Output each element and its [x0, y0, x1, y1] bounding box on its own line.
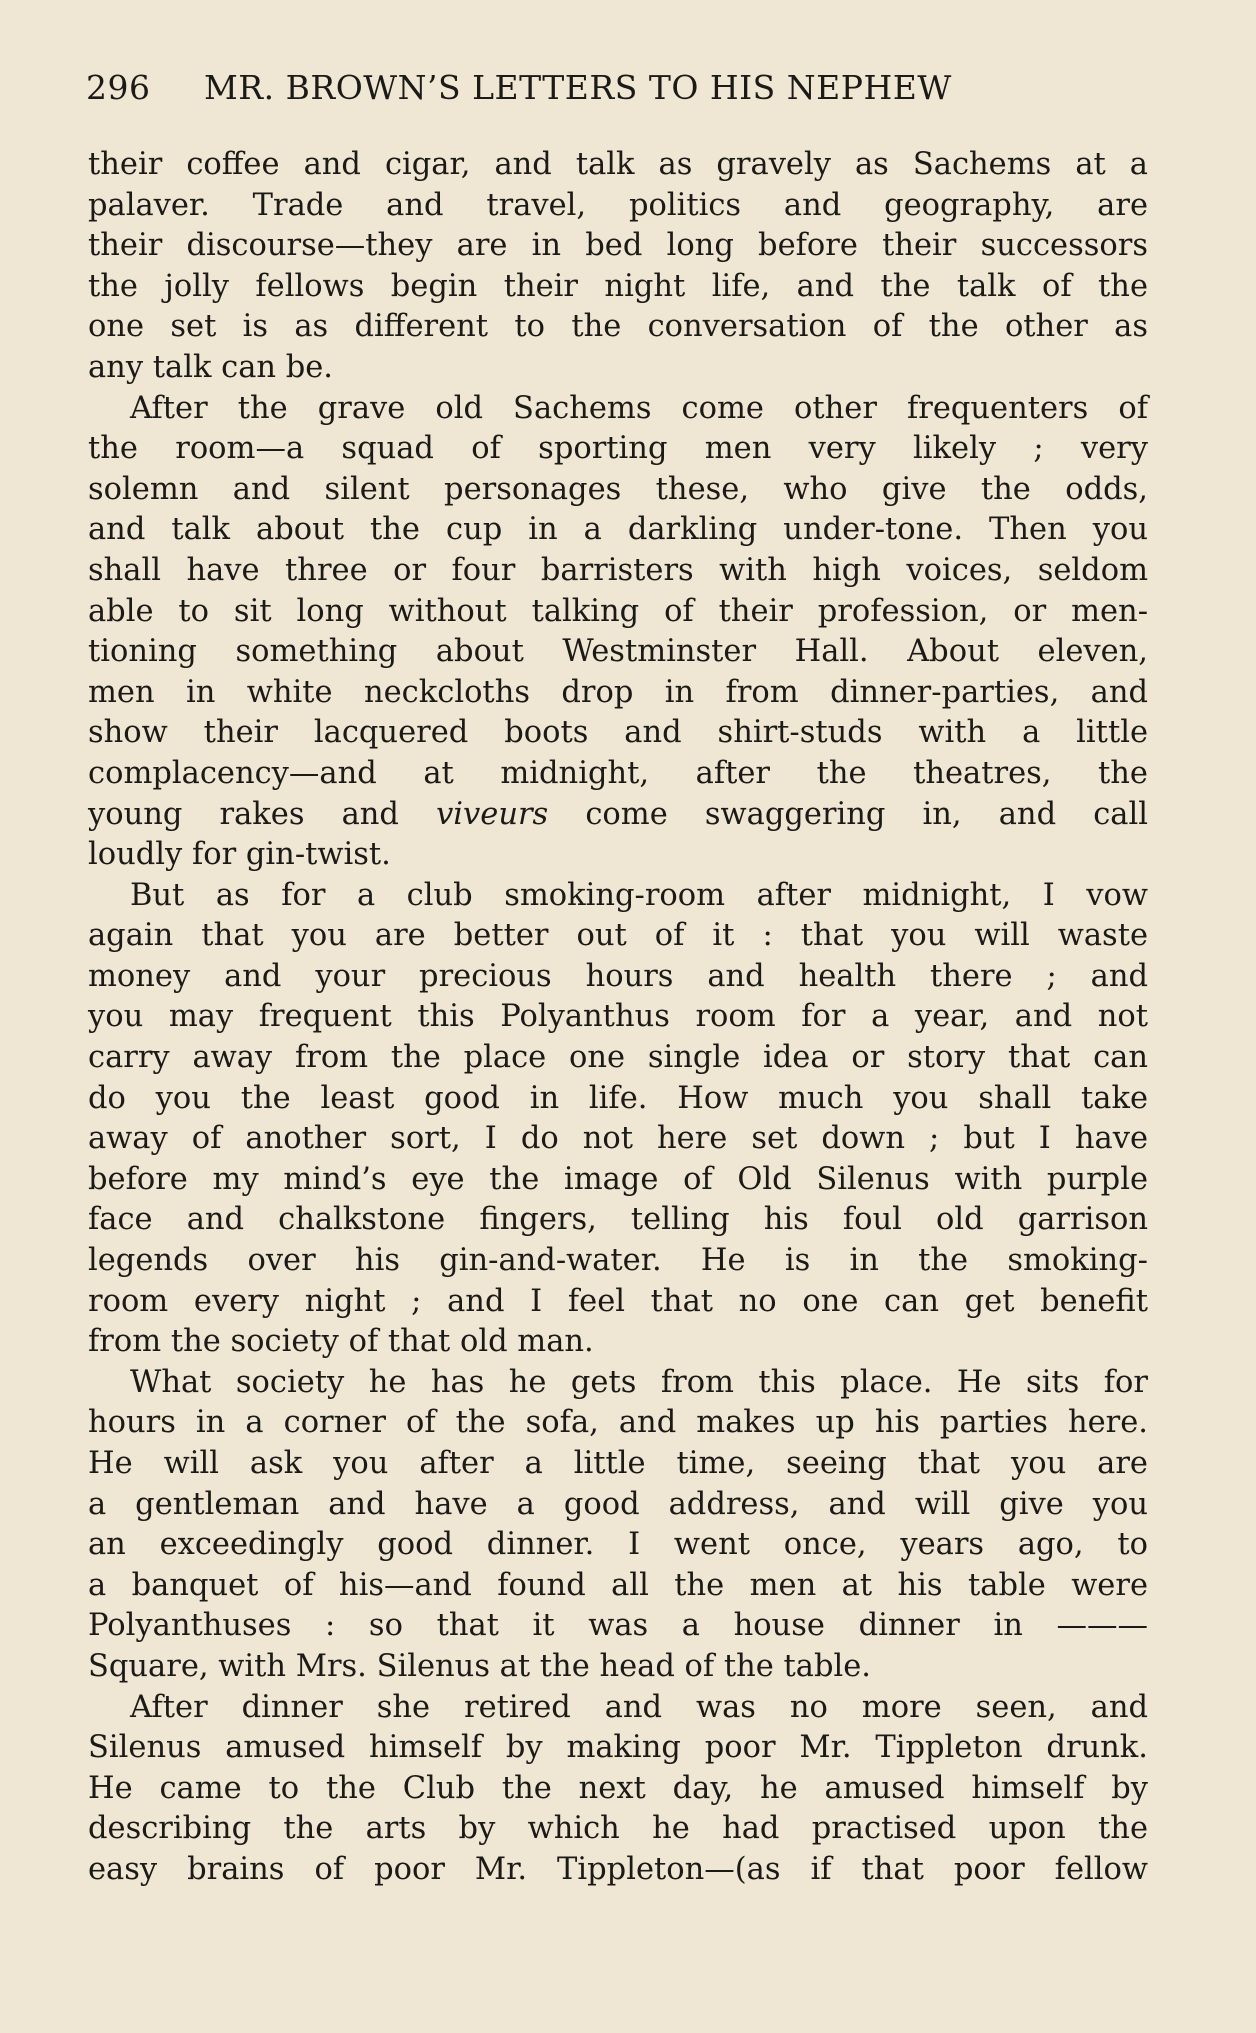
- text-line: tioning something about Westminster Hall. About eleven,: [88, 634, 1148, 670]
- text-line: shall have three or four barristers with high voices, seldom: [88, 552, 1148, 588]
- text-line: complacency—and at midnight, after the theatres, the: [88, 755, 1148, 791]
- text-line: an exceedingly good dinner. I went once, years ago, to: [88, 1527, 1148, 1563]
- text-line: the jolly fellows begin their night life, and the talk of the: [88, 268, 1148, 304]
- text-line: palaver. Trade and travel, politics and geography, are: [88, 187, 1148, 223]
- text-line: their discourse—they are in bed long before their successors: [88, 228, 1148, 264]
- text-line: a banquet of his—and found all the men at his table were: [88, 1567, 1148, 1603]
- text-line: After the grave old Sachems come other frequenters of: [130, 390, 1148, 426]
- text-line: their coffee and cigar, and talk as gravely as Sachems at a: [88, 147, 1148, 182]
- text-line: After dinner she retired and was no more seen, and: [130, 1689, 1148, 1725]
- text-line: room every night ; and I feel that no one can get benefit: [88, 1283, 1148, 1319]
- text-line: solemn and silent personages these, who give the odds,: [88, 471, 1148, 507]
- text-line: a gentleman and have a good address, and will give you: [88, 1486, 1148, 1522]
- text-line: one set is as different to the conversation of the other as: [88, 309, 1148, 345]
- text-line: able to sit long without talking of their profession, or men-: [88, 593, 1148, 629]
- page-number: 296: [86, 68, 151, 107]
- text-line: show their lacquered boots and shirt-studs with a little: [88, 715, 1148, 751]
- text-line: legends over his gin-and-water. He is in the smoking-: [88, 1243, 1148, 1279]
- text-line: before my mind’s eye the image of Old Silenus with purple: [88, 1161, 1148, 1197]
- text-line: from the society of that old man.: [88, 1324, 594, 1360]
- text-line: the room—a squad of sporting men very likely ; very: [88, 431, 1148, 467]
- body-text: [88, 145, 1148, 1891]
- text-line: Polyanthuses : so that it was a house dinner in ———: [88, 1608, 1148, 1644]
- text-line: any talk can be.: [88, 349, 333, 385]
- text-line: loudly for gin-twist.: [88, 837, 391, 873]
- text-line: you may frequent this Polyanthus room for a year, and not: [88, 999, 1148, 1035]
- text-line: away of another sort, I do not here set down ; but I have: [88, 1121, 1148, 1157]
- text-line: describing the arts by which he had practised upon the: [88, 1811, 1148, 1847]
- text-line: do you the least good in life. How much you shall take: [88, 1080, 1148, 1116]
- text-line: young rakes and viveurs come swaggering in, and call: [88, 796, 1148, 832]
- running-head: [86, 68, 1156, 107]
- text-line: hours in a corner of the sofa, and makes up his parties here.: [88, 1405, 1148, 1441]
- text-line: What society he has he gets from this place. He sits for: [130, 1364, 1148, 1400]
- text-line: money and your precious hours and health there ; and: [88, 958, 1148, 994]
- text-line: men in white neckcloths drop in from dinner-parties, and: [88, 674, 1148, 710]
- text-line: But as for a club smoking-room after midnight, I vow: [130, 877, 1148, 913]
- text-line: carry away from the place one single idea or story that can: [88, 1040, 1148, 1076]
- text-line: He came to the Club the next day, he amused himself by: [88, 1770, 1148, 1806]
- running-title: MR. BROWN’S LETTERS TO HIS NEPHEW: [204, 68, 952, 107]
- italic-word: viveurs: [436, 796, 549, 832]
- text-line: face and chalkstone fingers, telling his foul old garrison: [88, 1202, 1148, 1238]
- text-line: easy brains of poor Mr. Tippleton—(as if that poor fellow: [88, 1851, 1148, 1887]
- text-line: and talk about the cup in a darkling under-tone. Then you: [88, 512, 1148, 548]
- text-line: He will ask you after a little time, seeing that you are: [88, 1446, 1148, 1481]
- text-line: again that you are better out of it : that you will waste: [88, 918, 1148, 954]
- text-line: Silenus amused himself by making poor Mr. Tippleton drunk.: [88, 1730, 1148, 1766]
- text-line: Square, with Mrs. Silenus at the head of the table.: [88, 1648, 871, 1684]
